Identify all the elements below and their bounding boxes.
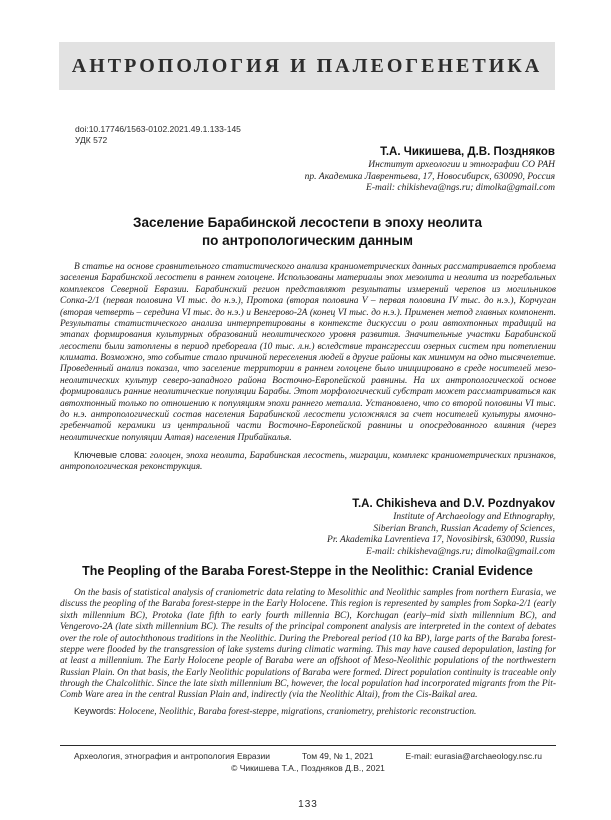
page-number: 133: [298, 799, 318, 810]
footer-journal-name: Археология, этнография и антропология Евразии: [74, 751, 270, 761]
footer-copyright: © Чикишева Т.А., Поздняков Д.В., 2021: [231, 763, 385, 773]
article-title-ru-line2: по антропологическим данным: [202, 233, 413, 249]
udk-line: УДК 572: [75, 135, 108, 146]
footer-divider: [60, 745, 556, 746]
article-meta: [75, 124, 241, 146]
abstract-en: On the basis of statistical analysis of craniometric data relating to Mesolithic and Neolithic samples from northern Eurasia, we discuss the peopling of the Baraba forest-steppe in the Early Holocene. This region is represented by samples from Sopka-2/1 (early sixth millennium BC), Protoka (late fifth to early fourth millennia BC), Korchugan (early–mid sixth millennium BC), and Vengerovo-2A (late sixth millennium BC). The results of the principal component analysis are interpreted in the context of debates over the role of autochthonous traditions in the Neolithic. During the Preboreal period (10 ka BP), large parts of the Baraba forest-steppe were flooded by the transgression of lake systems during climatic warming. This may have caused depopulation, lasting for at least a millennium. The Early Holocene people of Baraba were an offshoot of Meso-Neolithic populations of the northwestern Russian Plain. On that basis, the Early Neolithic populations of Baraba were formed. Direct population continuity is traceable only through the Chalcolithic. Since the late sixth millennium BC, however, the local population had incorporated migrants from the Pit-Comb Ware area in the central Russian Plain and, indirectly (via the Neolithic Altai), from the Cis-Baikal area.: [60, 588, 556, 701]
keywords-en-text: Holocene, Neolithic, Baraba forest-steppe, migrations, craniometry, prehistoric reconstruction.: [118, 707, 477, 717]
article-title-ru-line1: Заселение Барабинской лесостепи в эпоху неолита: [133, 215, 482, 230]
article-title-ru: [60, 214, 555, 250]
keywords-en: [60, 706, 556, 718]
article-title-en: The Peopling of the Baraba Forest-Steppe in the Neolithic: Cranial Evidence: [82, 564, 533, 578]
footer-email: E-mail: eurasia@archaeology.nsc.ru: [405, 751, 542, 761]
section-banner-title: АНТРОПОЛОГИЯ И ПАЛЕОГЕНЕТИКА: [71, 54, 543, 77]
affiliation-en-line: Institute of Archaeology and Ethnography,: [393, 512, 555, 522]
abstract-ru: В статье на основе сравнительного статистического анализа краниометрических данных рассматривается проблема заселения Барабинской лесостепи в раннем голоцене. Использованы материалы эпох мезолита и неолита из погребальных комплексов Северной Евразии. Барабинский регион представляют результаты измерений черепов из могильников Сопка-2/1 (первая половина VI тыс. до н.э.), Протока (вторая половина V – первая половина IV тыс. до н.э.), Корчуган (вторая четверть – середина VI тыс. до н.э.) и Венгерово-2А (конец VI тыс. до н.э.). Применен метод главных компонент. Результаты статистического анализа интерпретированы в контексте дискуссии о роли автохтонных традиций на этапах формирования культурных образований неолитического уровня развития. Значительные участки Барабинской лесостепи были затоплены в период пребореала (10 тыс. л.н.) вследствие трансгрессии озерных систем при потеплении климата. Возможно, это событие стало причиной переселения людей в другие районы как минимум на одно тысячелетие. Проведенный анализ показал, что заселение территории в раннем голоцене было инициировано в среде носителей мезо-неолитических культур северо-западного района Восточно-Европейской равнины. На их антропологической основе формировались ранние неолитические популяции Барабы. Этот морфологический субстрат может рассматриваться как автохтонный только по отношению к популяциям эпохи раннего металла. Установлено, что со второй половины VI тыс. до н.э. антропологический состав населения Барабинской лесостепи усложнялся за счет носителей культуры ямочно-гребенчатой керамики из центральной части Восточно-Европейской равнины и опосредованного влияния (через неолитические популяции Алтая) населения Прибайкалья.: [60, 262, 556, 443]
authors-block-ru: [115, 146, 555, 195]
footer-volume: Том 49, № 1, 2021: [301, 751, 374, 761]
authors-en: T.A. Chikisheva and D.V. Pozdnyakov: [352, 498, 555, 510]
email-ru-line: E-mail: chikisheva@ngs.ru; dimolka@gmail.com: [366, 183, 555, 194]
authors-block-en: [115, 498, 555, 558]
keywords-en-label: Keywords:: [74, 706, 117, 716]
keywords-ru: [60, 450, 556, 474]
section-banner: [59, 42, 555, 90]
doi-line: doi:10.17746/1563-0102.2021.49.1.133-145: [75, 124, 241, 134]
authors-ru: Т.А. Чикишева, Д.В. Поздняков: [380, 146, 555, 158]
email-en-line: E-mail: chikisheva@ngs.ru; dimolka@gmail.com: [366, 546, 555, 557]
footer-journal-line: [60, 751, 556, 761]
keywords-ru-text: голоцен, эпоха неолита, Барабинская лесостепь, миграции, комплекс краниометрических признаков, антропологическая реконструкция.: [60, 451, 556, 473]
keywords-ru-label: Ключевые слова:: [74, 450, 148, 460]
affiliation-en-line: Pr. Akademika Lavrentieva 17, Novosibirsk, 630090, Russia: [327, 535, 555, 546]
affiliation-ru-line: пр. Академика Лаврентьева, 17, Новосибирск, 630090, Россия: [304, 171, 555, 182]
affiliation-ru-line: Институт археологии и этнографии СО РАН: [368, 160, 555, 170]
affiliation-en-line: Siberian Branch, Russian Academy of Sciences,: [373, 523, 555, 534]
page-footer: [60, 745, 556, 810]
